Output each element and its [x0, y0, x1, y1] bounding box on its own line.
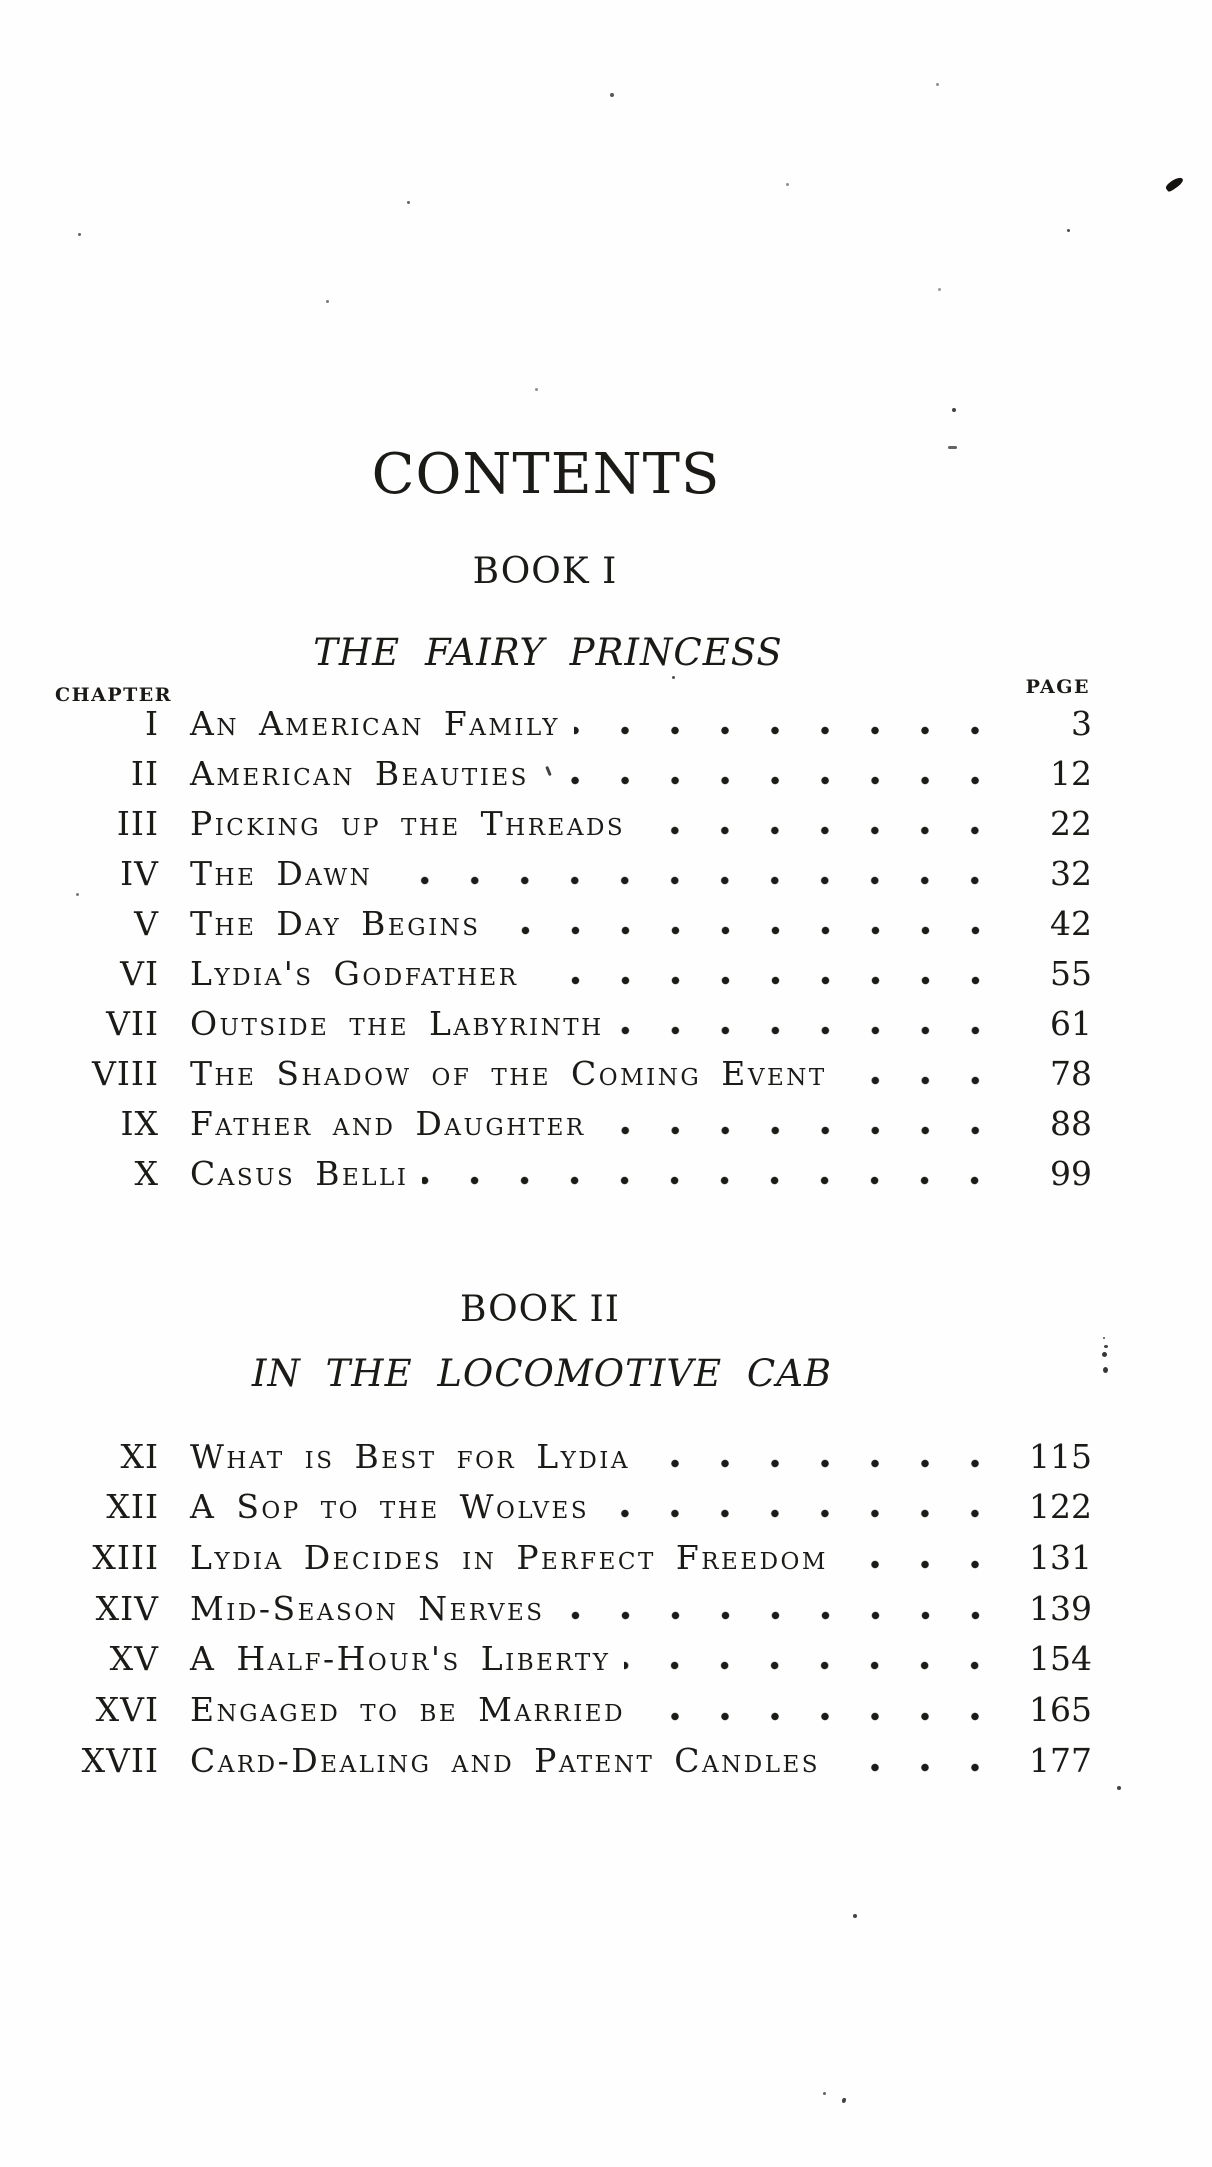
scan-speck: [938, 288, 941, 291]
scan-speck: [936, 83, 939, 86]
dot-leader: [639, 802, 1000, 846]
dot-leader: [495, 902, 1000, 946]
book1-subtitle: THE FAIRY PRINCESS: [313, 631, 783, 674]
chapter-title: A Half-Hour's Liberty: [190, 1639, 611, 1679]
toc-entry: [0, 1479, 1092, 1530]
chapter-numeral: II: [130, 754, 159, 793]
chapter-numeral: IX: [120, 1104, 159, 1143]
page-number: 99: [1050, 1154, 1092, 1193]
toc-entry: [0, 1732, 1092, 1783]
page-number: 61: [1050, 1004, 1092, 1043]
book2-subtitle: IN THE LOCOMOTIVE CAB: [251, 1352, 833, 1395]
page-number: 139: [1029, 1588, 1092, 1628]
toc-entry: [0, 1428, 1092, 1479]
toc-entry: [0, 1580, 1092, 1631]
scan-speck: [326, 300, 329, 303]
chapter-numeral: XVI: [95, 1690, 159, 1730]
chapter-title: What is Best for Lydia: [190, 1436, 630, 1476]
column-header-chapter: CHAPTER: [55, 684, 173, 706]
toc-entry: [0, 1631, 1092, 1682]
page-number: 115: [1029, 1436, 1092, 1476]
chapter-title: Casus Belli: [190, 1154, 409, 1193]
page-number: 12: [1050, 754, 1092, 793]
chapter-numeral: X: [134, 1154, 159, 1193]
toc-entry: [0, 896, 1092, 946]
column-header-page: PAGE: [1025, 676, 1090, 698]
dot-leader: [574, 702, 1000, 746]
dot-leader: [624, 1637, 1000, 1681]
page-number: 131: [1029, 1538, 1092, 1578]
chapter-numeral: IV: [120, 854, 159, 893]
page-number: 177: [1029, 1740, 1092, 1780]
book1-toc: [0, 696, 1212, 1196]
page-number: 3: [1071, 704, 1092, 743]
toc-entry: [0, 696, 1092, 746]
toc-entry: [0, 846, 1092, 896]
dot-leader: [842, 1536, 1000, 1580]
scan-speck: [1067, 229, 1070, 232]
scan-speck: [76, 893, 79, 896]
chapter-title: American Beauties: [190, 754, 529, 793]
page-number: 165: [1029, 1690, 1092, 1730]
toc-entry: [0, 1529, 1092, 1580]
scan-speck: [786, 183, 789, 186]
dot-leader: [422, 1152, 1000, 1196]
dot-leader: [559, 1587, 1000, 1631]
book1-heading: BOOK I: [472, 551, 618, 592]
chapter-title: The Day Begins: [190, 904, 481, 943]
chapter-title: Father and Daughter: [190, 1104, 586, 1143]
chapter-numeral: XVII: [81, 1740, 159, 1780]
page-number: 122: [1029, 1487, 1092, 1527]
page-number: 78: [1050, 1054, 1092, 1093]
dot-leader: [841, 1052, 1000, 1096]
pen-mark: [1164, 175, 1184, 192]
chapter-title: Lydia's Godfather: [190, 954, 519, 993]
toc-entry: [0, 1146, 1092, 1196]
page-number: 32: [1050, 854, 1092, 893]
scan-speck: [952, 408, 956, 412]
chapter-title: The Shadow of the Coming Event: [190, 1054, 827, 1093]
dot-leader: [603, 1485, 1000, 1529]
chapter-title: An American Family: [190, 704, 560, 743]
chapter-title: Engaged to be Married: [190, 1690, 626, 1730]
chapter-numeral: VI: [120, 954, 159, 993]
chapter-numeral: VII: [106, 1004, 159, 1043]
chapter-title: Outside the Labyrinth: [190, 1004, 604, 1043]
scan-speck: [948, 446, 957, 449]
toc-entry: [0, 1046, 1092, 1096]
scan-speck: [842, 2098, 846, 2103]
chapter-title: Mid-Season Nerves: [190, 1588, 545, 1628]
chapter-numeral: XI: [120, 1436, 159, 1476]
page-number: 154: [1029, 1639, 1092, 1679]
scan-speck: [1103, 1337, 1105, 1339]
dot-leader: [533, 952, 1000, 996]
scan-speck: [1103, 1367, 1108, 1373]
chapter-title: Card-Dealing and Patent Candles: [190, 1740, 821, 1780]
chapter-numeral: III: [116, 804, 159, 843]
scan-speck: [407, 201, 410, 204]
page-number: 88: [1050, 1104, 1092, 1143]
dot-leader: [543, 752, 1000, 796]
toc-entry: [0, 796, 1092, 846]
toc-entry: [0, 946, 1092, 996]
page-number: 22: [1050, 804, 1092, 843]
page-title: CONTENTS: [371, 442, 721, 507]
page-number: 42: [1050, 904, 1092, 943]
chapter-title: Picking up the Threads: [190, 804, 626, 843]
toc-entry: [0, 1681, 1092, 1732]
chapter-numeral: I: [144, 704, 159, 743]
chapter-numeral: V: [134, 904, 159, 943]
chapter-title: A Sop to the Wolves: [190, 1487, 590, 1527]
chapter-title: The Dawn: [190, 854, 373, 893]
dot-leader: [618, 1002, 1000, 1046]
chapter-numeral: XII: [106, 1487, 159, 1527]
chapter-numeral: XIV: [95, 1588, 159, 1628]
book2-toc: [0, 1428, 1212, 1783]
dot-leader: [834, 1739, 1000, 1783]
toc-entry: [0, 1096, 1092, 1146]
book2-heading: BOOK II: [460, 1289, 620, 1330]
dot-leader: [386, 852, 1000, 896]
dot-leader: [639, 1688, 1000, 1732]
chapter-title: Lydia Decides in Perfect Freedom: [190, 1538, 828, 1578]
page-number: 55: [1050, 954, 1092, 993]
scan-speck: [610, 93, 614, 97]
scan-speck: [853, 1914, 857, 1918]
scan-speck: [1117, 1786, 1121, 1790]
toc-entry: [0, 996, 1092, 1046]
scan-speck: [78, 233, 81, 236]
chapter-numeral: XIII: [92, 1538, 159, 1578]
scan-speck: [1102, 1352, 1107, 1357]
chapter-numeral: XV: [109, 1639, 159, 1679]
scan-speck: [823, 2092, 826, 2095]
scan-speck: [672, 676, 675, 679]
scan-speck: [535, 388, 538, 391]
dot-leader: [600, 1102, 1000, 1146]
scan-speck: [1104, 1345, 1108, 1348]
chapter-numeral: VIII: [92, 1054, 159, 1093]
dot-leader: [644, 1435, 1000, 1479]
